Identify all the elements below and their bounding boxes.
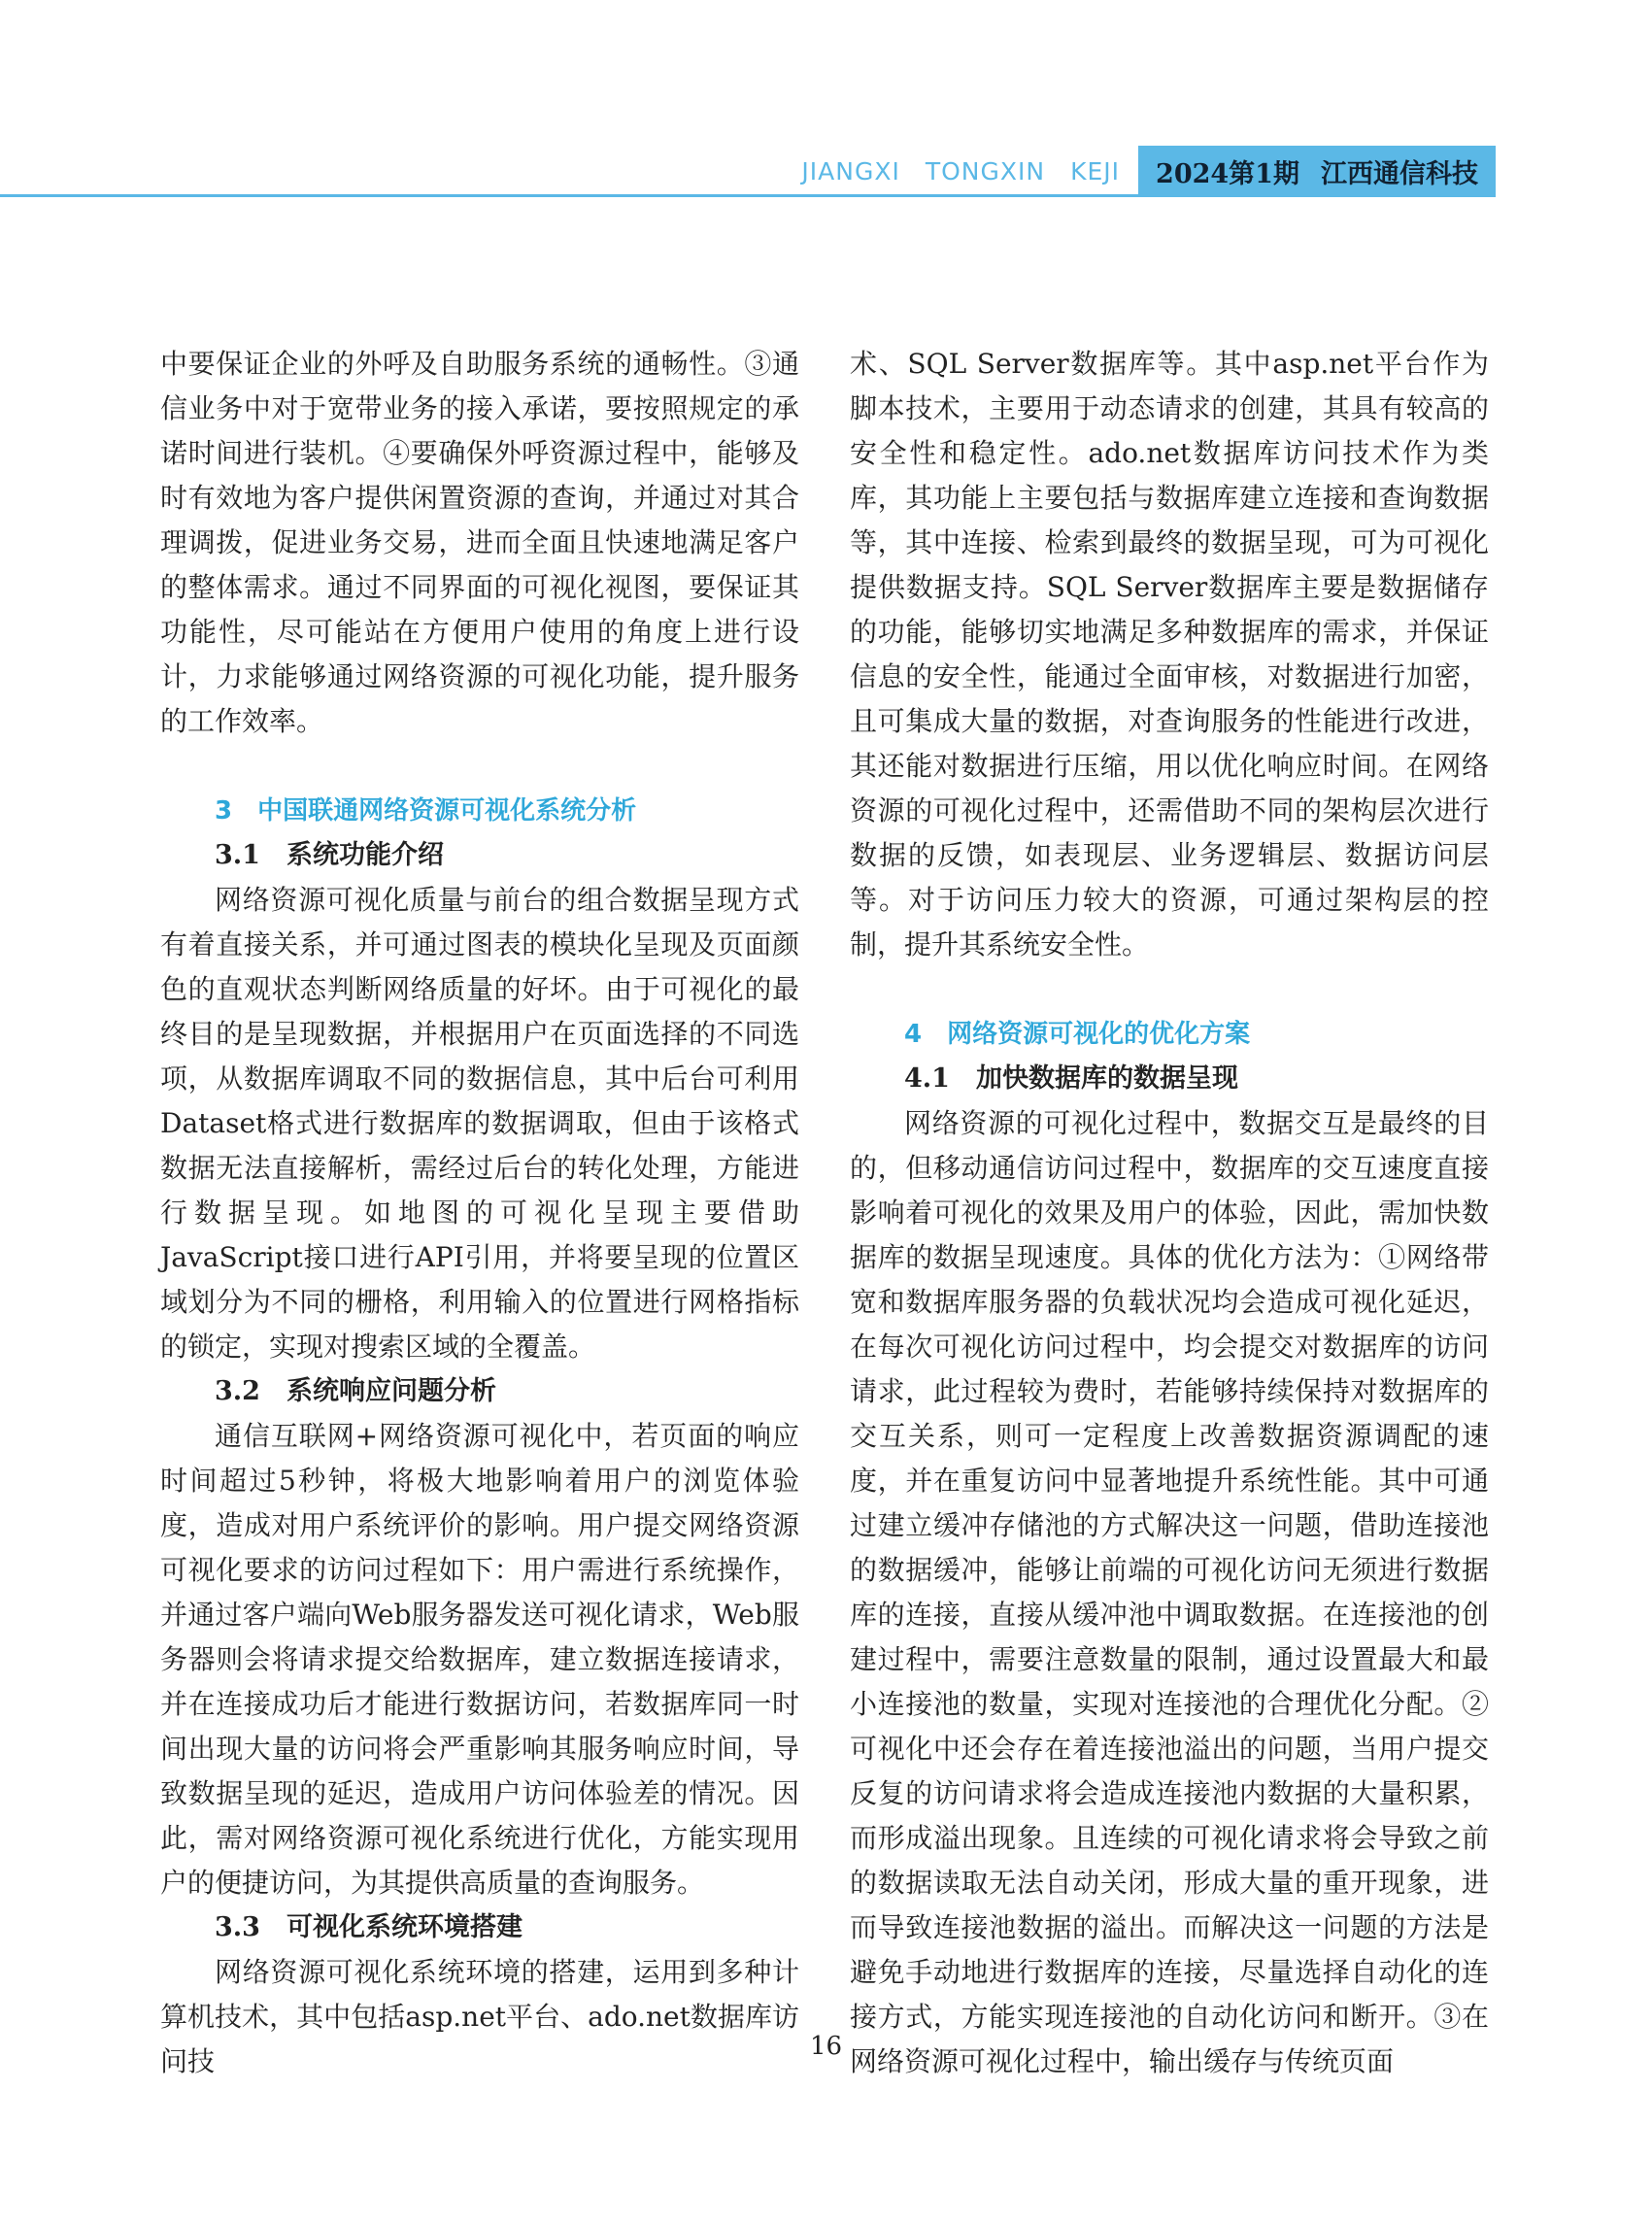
right-column (850, 342, 1489, 2084)
paragraph: 网络资源可视化系统环境的搭建，运用到多种计算机技术，其中包括asp.net平台、ado.net数据库访问技 (160, 1956, 799, 2077)
section-spacer (850, 967, 1489, 1012)
paragraph: 网络资源可视化质量与前台的组合数据呈现方式有着直接关系，并可通过图表的模块化呈现及页面颜色的直观状态判断网络质量的好坏。由于可视化的最终目的是呈现数据，并根据用户在页面选择的不同选项，从数据库调取不同的数据信息，其中后台可利用Dataset格式进行数据库的数据调取，但由于该格式数据无法直接解析，需经过后台的转化处理，方能进行数据呈现。如地图的可视化呈现主要借助JavaScript接口进行API引用，并将要呈现的位置区域划分为不同的栅格，利用输入的位置进行网格指标的锁定，实现对搜索区域的全覆盖。 (160, 884, 799, 1363)
subsection-heading: 3.3 可视化系统环境搭建 (215, 1912, 523, 1942)
journal-header-box (1138, 146, 1496, 197)
section-heading: 3 中国联通网络资源可视化系统分析 (215, 796, 637, 826)
issue-label: 2024第1期 (1156, 159, 1299, 189)
subsection-heading: 4.1 加快数据库的数据呈现 (904, 1063, 1238, 1094)
paragraph: 通信互联网+网络资源可视化中，若页面的响应时间超过5秒钟，将极大地影响着用户的浏览体验度，造成对用户系统评价的影响。用户提交网络资源可视化要求的访问过程如下：用户需进行系统操作，并通过客户端向Web服务器发送可视化请求，Web服务器则会将请求提交给数据库，建立数据连接请求，并在连接成功后才能进行数据访问，若数据库同一时间出现大量的访问将会严重影响其服务响应时间，导致数据呈现的延迟，造成用户访问体验差的情况。因此，需对网络资源可视化系统进行优化，方能实现用户的便捷访问，为其提供高质量的查询服务。 (160, 1420, 799, 1899)
left-column (160, 342, 799, 2084)
paragraph: 中要保证企业的外呼及自助服务系统的通畅性。③通信业务中对于宽带业务的接入承诺，要按照规定的承诺时间进行装机。④要确保外呼资源过程中，能够及时有效地为客户提供闲置资源的查询，并通过对其合理调拨，促进业务交易，进而全面且快速地满足客户的整体需求。通过不同界面的可视化视图，要保证其功能性，尽可能站在方便用户使用的角度上进行设计，力求能够通过网络资源的可视化功能，提升服务的工作效率。 (160, 348, 799, 737)
paragraph: 术、SQL Server数据库等。其中asp.net平台作为脚本技术，主要用于动态请求的创建，其具有较高的安全性和稳定性。ado.net数据库访问技术作为类库，其功能上主要包括与数据库建立连接和查询数据等，其中连接、检索到最终的数据呈现，可为可视化提供数据支持。SQL Server数据库主要是数据储存的功能，能够切实地满足多种数据库的需求，并保证信息的安全性，能通过全面审核，对数据进行加密，且可集成大量的数据，对查询服务的性能进行改进，其还能对数据进行压缩，用以优化响应时间。在网络资源的可视化过程中，还需借助不同的架构层次进行数据的反馈，如表现层、业务逻辑层、数据访问层等。对于访问压力较大的资源，可通过架构层的控制，提升其系统安全性。 (850, 348, 1489, 961)
section-heading: 4 网络资源可视化的优化方案 (904, 1020, 1251, 1049)
journal-en-word-3: KEJI (1070, 157, 1120, 185)
subsection-heading: 3.1 系统功能介绍 (215, 840, 444, 870)
journal-name-cn: 江西通信科技 (1320, 159, 1478, 189)
page-number: 16 (809, 2032, 843, 2061)
subsection-heading: 3.2 系统响应问题分析 (215, 1376, 496, 1406)
journal-name-en (776, 157, 1120, 185)
journal-en-word-2: TONGXIN (925, 157, 1046, 185)
journal-en-word-1: JIANGXI (801, 157, 900, 185)
paragraph: 网络资源的可视化过程中，数据交互是最终的目的，但移动通信访问过程中，数据库的交互速度直接影响着可视化的效果及用户的体验，因此，需加快数据库的数据呈现速度。具体的优化方法为：①网络带宽和数据库服务器的负载状况均会造成可视化延迟，在每次可视化访问过程中，均会提交对数据库的访问请求，此过程较为费时，若能够持续保持对数据库的交互关系，则可一定程度上改善数据资源调配的速度，并在重复访问中显著地提升系统性能。其中可通过建立缓冲存储池的方式解决这一问题，借助连接池的数据缓冲，能够让前端的可视化访问无须进行数据库的连接，直接从缓冲池中调取数据。在连接池的创建过程中，需要注意数量的限制，通过设置最大和最小连接池的数量，实现对连接池的合理优化分配。②可视化中还会存在着连接池溢出的问题，当用户提交反复的访问请求将会造成连接池内数据的大量积累，而形成溢出现象。且连续的可视化请求将会导致之前的数据读取无法自动关闭，形成大量的重开现象，进而导致连接池数据的溢出。而解决这一问题的方法是避免手动地进行数据库的连接，尽量选择自动化的连接方式，方能实现连接池的自动化访问和断开。③在网络资源可视化过程中，输出缓存与传统页面 (850, 1107, 1489, 2077)
section-spacer (160, 744, 799, 789)
